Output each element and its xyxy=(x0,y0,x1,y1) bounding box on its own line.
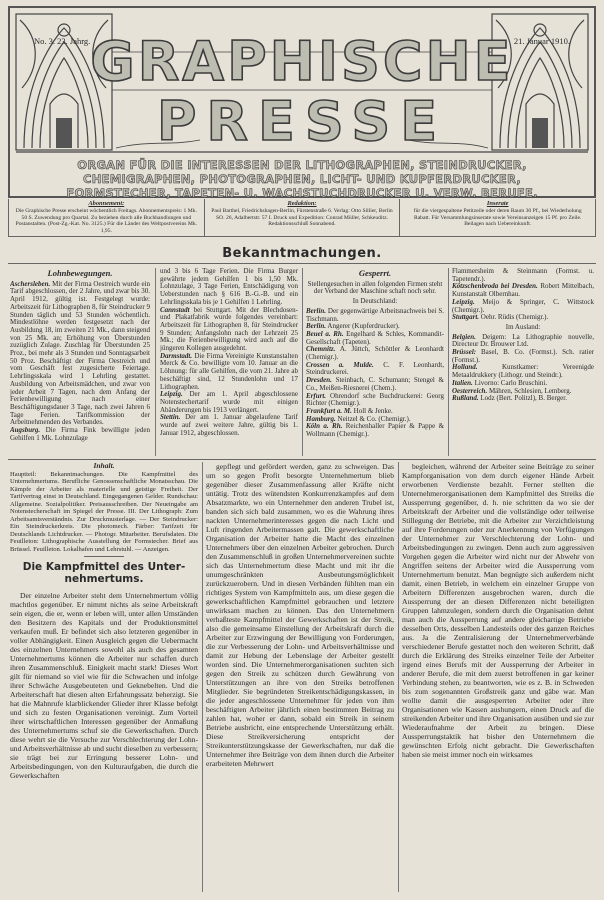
list-item: Holland. Kunstkamer: Vereenigde Metaaldrukkery (Lithogr. und Steindr.). xyxy=(452,363,594,380)
title-graphische: GRAPHISCHE xyxy=(90,30,514,93)
list-item: Erfurt. Ohrendorf sche Buchdruckerei: Georg Richter (Chemigr.). xyxy=(306,391,444,408)
bk-column-3 xyxy=(306,268,444,456)
list-item: Dresden. Steinbach, C. Schumann; Stengel & Co., Meißen-Riesnerei (Chem.). xyxy=(306,376,444,392)
gesperrt-heading: Gesperrt. xyxy=(358,268,392,278)
gesperrt-intro: Stellengesuchen in allen folgenden Firmen steht der Verband der Maschine schaft noch sehr. xyxy=(307,279,443,296)
subtitle-line-1: ORGAN FÜR DIE INTERESSEN DER LITHOGRAPHEN, STEINDRUCKER, xyxy=(77,158,527,172)
column-divider xyxy=(398,462,399,892)
publication-info xyxy=(8,199,596,237)
list-item: Crossen a. Mulde. C. F. Leonhardt, Steindruckerei. xyxy=(306,360,444,377)
im-ausland-heading: Im Ausland: xyxy=(505,322,541,331)
inserate-heading: Inserate xyxy=(486,200,509,207)
list-item: Kötzschenbroda bei Dresden. Robert Mittelbach, Kunstanstalt Olbernhau. xyxy=(452,282,594,299)
bk-column-4 xyxy=(452,268,594,456)
list-item: Hamburg. Neitzel & Co. (Chemigr.). xyxy=(306,414,411,423)
article-column-a xyxy=(10,462,198,892)
issue-date: 21. Januar 1910. xyxy=(513,36,570,46)
article-paragraph: begleichen, während der Arbeiter seine Beiträge zu seiner Kampforganisation von dem durch eigener Hände Arbeit erworbenen Verdienste bezahlt. Ferner stellten die Unternehmerorganisationen dem Kampfmittel des Streiks die Aussperrung gegenüber, d. h. nie schritten da wo sie der Arbeitskraft der Arbeiter und die vollständige oder teilweise Stillegung der Betriebe, mit die Arbeiter zur Verzichtleistung auf ihre Forderungen oder zur Anerkennung von Verfügungen der Unternehmer zur Verschlechterung der Lohn- und Arbeitsbedingungen zu zwingen. Denn auch zum aggressiven Vorgehen gegen die Arbeiter wird nicht nur der Abwehr von Angriffen seitens der Arbeiter wird die Aussperrung vom Unternehmertum benutzt. Man begnügte sich außerdem nicht damit, einen Betrieb, in welchem ein einzelner Gruppe von Arbeitern Differenzen ausgebrochen waren, durch die Aussperrung der an diesen Differenzen nicht beteiligten Gruppen lahmzulegen, sondern durch die Organisation dehnt man auch die Aussperrung auf andere gleichartige Betriebe desselben Orts, desselben Landesteils oder des ganzen Reiches aus. Ja die Zentralisierung der Unternehmerverbände verschiedener Berufe gestattet noch den weiteren Schritt, daß durch die Erklärung des Streiks einzelner Teile der Arbeiter irgend eines Berufs mit der Aussperrung der Arbeiter in anderer Berufe, die mit dem zuerst betroffenen in gar keiner Verbindung stehen, zu beantworten, wie es z. B. in Schweden bis zum sogenannten Großstreik ganz und gäbe war. Man wollte damit die ausgesperrten Arbeiter oder ihre Organisationen wie Kassen aushungern, einen Druck auf die streikenden Arbeiter und ihre Organisation ausüben und sie zur Wiederaufnahme der Arbeit zu bringen. Diese Aussperrungstaktik hat bisher den Unternehmern die gewünschten Erfolg nicht gebracht. Die Gewerkschaften haben sie meist immer noch ein wirksames xyxy=(402,462,594,759)
list-item: Frankfurt a. M. Holl & Jenke. xyxy=(306,406,393,415)
bk-column-2 xyxy=(160,268,298,456)
in-deutschland-heading: In Deutschland: xyxy=(352,297,398,306)
title-presse: PRESSE xyxy=(156,90,448,153)
list-item: Aschersleben. Mit der Firma Oestreich wurde ein Tarif abgeschlossen, der 2 Jahre, und zwar bis 30. April 1912, gültig ist. Festgelegt wurde: Arbeitszeit für Lithographen 8, für Steindrucker 9 Stunden täglich und 53 Stunden wöchentlich. Mindestlöhne werden festgesetzt nach der Ausbildung 18, im zweiten 21 Mk., dann steigend von 25 Mk. an; Erhöhung von Überstunden zuzüglich Zulage. Zuschlag für Überstunden 25 Proz., bei mehr als 3 Stunden und Sonntagsarbeit 50 Proz. Beschäftigt der Firma Oestreich und vom Geschäft fest zugesicherte Feiertage. Lehrlingsskala wird 1 Lehrling gestattet. Ausbildung von Arbeitsmädchen, und zwar von jeder Arbeit 7 Tagen, nach dem Anfang der Ferienbewilligung nach einer Beschäftigungsdauer 3 Tage, nach zwei Jahren 6 Tage Ferien. Tarifkommission der Arbeitnehmenden des Verbandes. xyxy=(10,279,150,427)
list-item: Stettin. Der am 1. Januar abgelaufene Tarif wurde auf zwei weitere Jahre, gültig bis 1. Januar 1912, abgeschlossen. xyxy=(160,413,298,437)
article-body-a xyxy=(10,591,198,780)
abonnement-heading: Abonnement: xyxy=(88,200,125,207)
list-item: und 3 bis 6 Tage Ferien. Die Firma Burger gewährte jedem Gehilfen 1 bis 1,50 Mk. Lohnzulage, 3 Tage Ferien, Entschädigung von Ueberstunden nach § 616 B.-G.-B. und ein Lehrlingsskala bis je 1 Gehilfen 1 Lehrling. xyxy=(160,268,298,306)
divider xyxy=(84,556,124,557)
abonnement-box xyxy=(9,199,205,236)
list-item: Italien. Livorno: Carlo Bruschini. xyxy=(452,378,548,387)
divider xyxy=(8,263,596,264)
list-item: Chemnitz. A. Jüttch, Schöttler & Leonhardt (Chemigr.). xyxy=(306,345,444,362)
redaktion-text: Paul Barthel, Friedrichshagen-Berlin, Fürstenstraße 6. Verlag: Otto Sillier, Berlin SO. 26, Adalbertstr. 57 I. Druck und Expedition: Conrad Müller, Schkeuditz. Redaktionsschluß Sonnabend. xyxy=(211,208,393,228)
list-item: Darmstadt. Die Firma Vereinigte Kunstanstalten Merck & Co. bewilligte vom 10. Januar an die Löhnung: für alle Gehilfen, die vom 21. Jahre ab beschäftigt sind, 12 Stundenlohn und 17 Lithographen. xyxy=(160,351,298,391)
list-item: Belgien. Deigem: La Lithographie nouvelle, Directeur Dr. Brouwer Ltd. xyxy=(452,332,594,349)
issue-number: No. 3. 23. Jahrg. xyxy=(34,36,91,46)
list-item: Augsburg. Die Firma Fink bewilligte jeden Gehilfen 1 Mk. Lohnzulage xyxy=(10,426,150,442)
inserate-text: für die viergespaltene Petitzeile oder deren Raum 30 Pf., bei Wiederholung Rabatt. Für Versammlungsinserate sowie Vereinsanzeigen 15 Pf. pro Zeile. Beilagen nach Uebereinkunft. xyxy=(413,208,582,228)
list-item: Köln a. Rh. Reichenhaller Papier & Pappe & Wollmann (Chemigr.). xyxy=(306,422,444,439)
list-item: Oesterreich. Mähren, Schlesien, Lemberg. xyxy=(452,386,572,395)
list-item: Rußland. Lodz (Bert. Politzl), B. Berger. xyxy=(452,394,567,403)
article-column-c xyxy=(402,462,594,892)
redaktion-heading: Redaktion: xyxy=(287,200,317,207)
subtitle-line-3: FORMSTECHER, TAPETEN- U. WACHSTUCHDRUCKER U. VERW. BERUFE. xyxy=(66,186,538,200)
bk-column-1 xyxy=(10,268,150,456)
list-item: Leipzig. Meijo & Springer, C. Wittstock (Chemigr.). xyxy=(452,297,594,314)
inhalt-text: Hauptteil: Bekanntmachungen. Die Kampfmittel des Unternehmertums. Berufliche Genossenschaftliche Monatsschau. Die Kämpfe der Arbeiter als materielle und geistige Freiheit. Der Tarifvertrag einst in Deutschland. Eingegangenen Gelder. Rundschau: Allgemeine. Sozialpolitiker. Preisausschreiben. Der Neueingabe am Notenstecherschaft im Spiegel der Presse. III. Der Lithograph: Zum Arbeitsamtsverständnis. Zur Druckmusterlage. — Der Steindrucker: Ein Steindruckerkreis. Die photomech. Färber: Tarifzeit für Deutschlands Lichtdrucker. — Photogr. Mitarbeiter. Berufsdaten. Die Feuilleton: Lithographische Ausstellung der Formstecher. Brief aus Brüssel. Feuilleton. Lokalhafen und Lehrstuhl. — Anzeigen. xyxy=(10,470,198,553)
list-item: Brüssel: Basel, B. Co. (Formst.). Sch. ratier (Formst.). xyxy=(452,348,594,364)
redaktion-box xyxy=(205,199,401,236)
list-item: Berlin. Angerer (Kupferdrucker). xyxy=(306,322,400,331)
abonnement-text: Die Graphische Presse erscheint wöchentlich Freitags. Abonnementspreis: 1 Mk. 50 S. Zuwendung pro Quartal. Zu beziehen durch alle Buchhandlungen und Postanstalten. (Post-Zg.-Kat. No. 3125.) Für die Länder des Weltpostvereins Mk. 1,95. xyxy=(15,208,198,234)
list-item: Flammersheim & Steinmann (Formst. u. Tapetendr.). xyxy=(452,268,594,283)
masthead xyxy=(8,6,596,198)
subtitle-line-2: CHEMIGRAPHEN, PHOTOGRAPHEN, LICHT- UND KUPFERDRUCKER, xyxy=(83,172,521,186)
inhalt-heading: Inhalt. xyxy=(93,462,115,470)
article-paragraph: Der einzelne Arbeiter steht dem Unternehmertum völlig machtlos gegenüber. Er nimmt nichts als seine Arbeitskraft sein eigen, die er, wenn er leben will, unter allen Umständen den Besitzern des Kapitals und der Produktionsmittel verkaufen muß. Er befindet sich also letzteren gegenüber in voller Abhängigkeit. Einen Ausgleich gegen die Uebermacht des einzelnen Unternehmers sowohl als auch des gesamten Unternehmertums können die Arbeiter nur schaffen durch ihren Zusammenschluß. Einigkeit macht stark! Dieses Wort gilt für niemand so viel wie für die Schwachen und infolge ihrer Schwäche Ausgebeuteten und Geknebelten. Und die Arbeiterschaft hat diesen alten Erfahrungssatz beherzigt. Sie hat die Mahnrufe klarblickender Glieder ihrer Klasse befolgt und sich zu festen Organisationen vereinigt. Zum Vorteil ihrer wirtschaftlichen Interessen gegenüber der Anmaßung des Unternehmertums schuf sie die Gewerkschaften. Durch diese wehrt sie die Versuche zur Verschlechterung der Lohn- und Arbeitsverhältnisse ab und sucht dieselben zu verbessern; sie trägt bei zur Erringung besserer Lohn- und Arbeitsbedingungen, von den Kulturaufgaben, die durch die Gewerkschaften xyxy=(10,591,198,781)
column-divider xyxy=(202,462,203,892)
lohnbewegungen-heading: Lohnbewegungen. xyxy=(47,268,113,278)
article-column-b xyxy=(206,462,394,892)
inserate-box xyxy=(400,199,595,236)
masthead-subtitle xyxy=(28,158,576,200)
list-item: Leipzig. Der am 1. April abgeschlossene Notenstechertarif wurde mit einigen Abänderungen bis 1913 verlängert. xyxy=(160,390,298,414)
article-title: Die Kampfmittel des Unter- nehmertums. xyxy=(22,561,186,586)
column-divider xyxy=(302,268,303,456)
list-item: Beuel a. Rh. Engelhard & Schles, Kommandit-Gesellschaft (Tapeten). xyxy=(306,329,444,346)
list-item: Berlin. Der gegenwärtige Arbeitsnachweis bei S. Tischmann. xyxy=(306,306,444,323)
list-item: Cannstadt bei Stuttgart. Mit der Blechdosen- und Plakatfabrik wurde folgendes vereinbart: Arbeitszeit für Lithographen 8, für Steindrucker 9 Stunden; Anfangslohn nach der Lehrzeit 25 Mk.; die Ferienbewilligung wird auch auf die jüngeren Kollegen ausgedehnt. xyxy=(160,305,298,353)
section-title-bekanntmachungen: Bekanntmachungen. xyxy=(222,246,382,261)
column-divider xyxy=(448,268,449,456)
column-divider xyxy=(155,268,156,456)
section-divider xyxy=(8,459,596,460)
list-item: Stuttgart. Oehr. Rüdis (Chemigr.). xyxy=(452,313,549,322)
article-paragraph: gepflegt und gefördert werden, ganz zu schweigen. Das um so gegen Profit besorgte Unternehmertum blieb gegenüber dieser Zusammenfassung aller Kräfte nicht untätig. Trotz des wütendsten Konkurrenzkampfes auf dem Absatzmarkte, wo ein Unternehmer den anderen Trubel ist, banden sich sich bald zusammen, wo es die Wahrung ihres nackten Unternehmerinteresses gegen die nach Licht und Luft ringenden Arbeitermassen galt. Die gewerkschaftliche Organisation der Arbeiter hatte die Macht des einzelnen Unternehmers über den einzelnen Arbeiter gebrochen. Durch den Zusammenschluß in großen Unternehmervereinen suchte sich das Unternehmertum diese Macht und mit ihr die unumgeschränkten Ausbeutungsmöglichkeit zurückzuerobern. Und in diesen Verbänden fühlten man ein richtiges System von Kampfmitteln aus, um diese gegen die gewerkschaftlichen Kampfmittel gebrauchen und letztere unwirksam machen zu können. Das den Unternehmern verhaßteste Kampfmittel der Gewerkschaften ist der Streik, also die gemeinsame Einstellung der Arbeitskraft durch die Arbeiter zur Erzwingung der Bewilligung von Forderungen, die zur Verbesserung der Lohn- und Arbeitsverhältnisse und damit zur Hebung der Lebenslage der Arbeiter gestellt worden sind. Die Unternehmerorganisationen suchten sich gegen den Streik zu schützen durch Gewährung von Unterstützungen an ihre von den Streiks betroffenen Mitglieder. Sie begründeten Streikentschädigungskassen, in die jeder angeschlossene Unternehmer für jeden von ihm beschäftigten Arbeiter jährlich einen bestimmten Beitrag zu zahlen hat, woher er dann, sobald ein Streik in seinem Betriebe ausbricht, eine entsprechende Unterstützung erhält. Diese Streikversicherung entspricht der Streikunterstützungskasse der Gewerkschaften, nur daß die Unternehmer ihre Beiträge von dem ihnen durch die Arbeiter erarbeiteten Mehrwert xyxy=(206,462,394,768)
